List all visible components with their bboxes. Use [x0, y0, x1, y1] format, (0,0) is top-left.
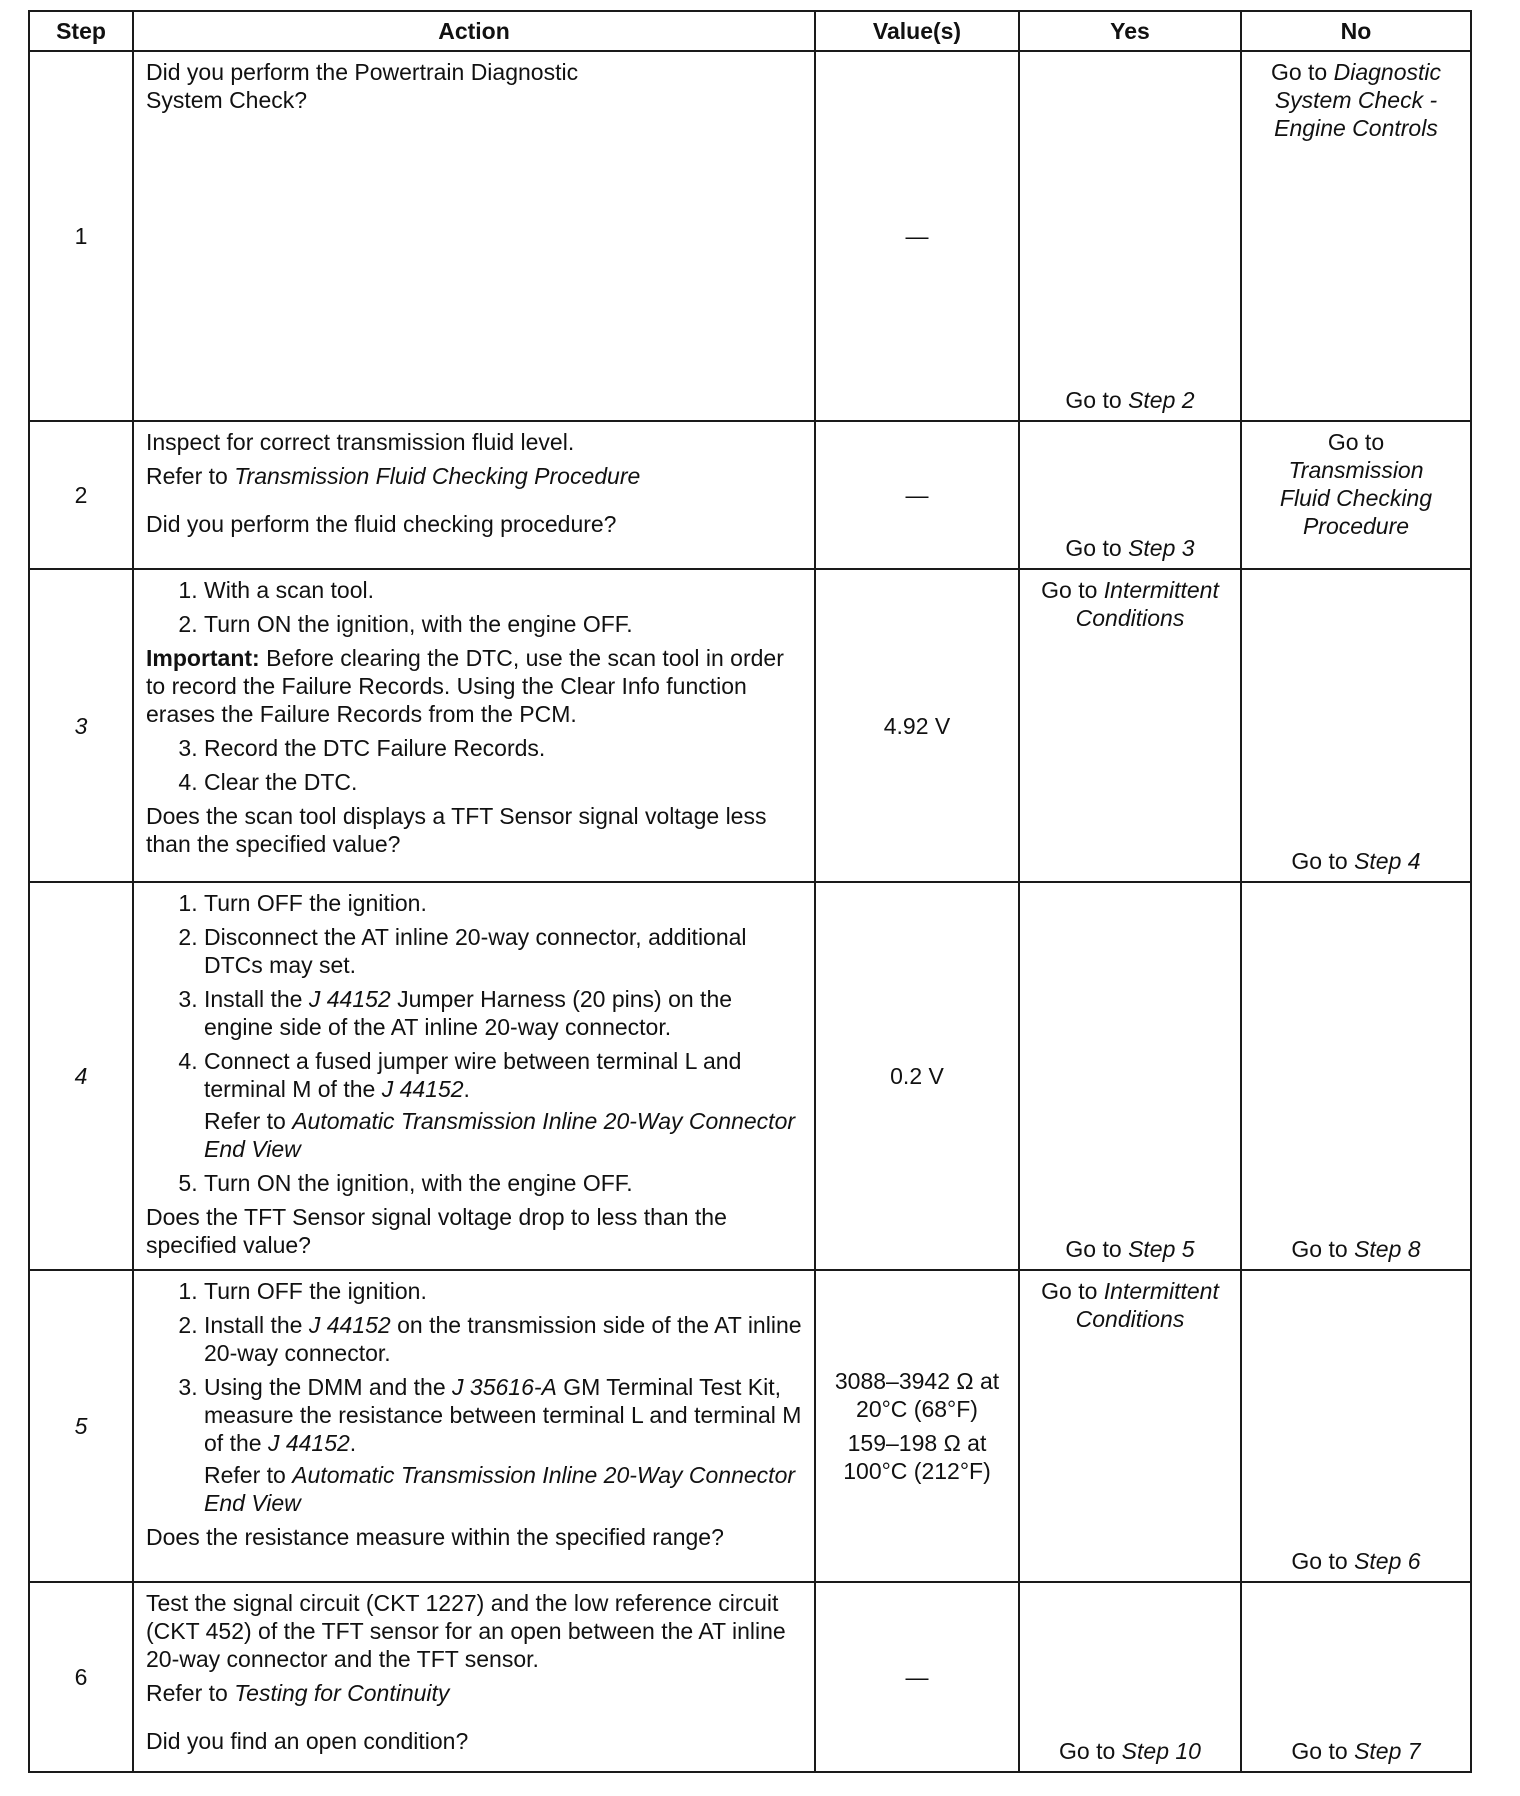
value-cell: 0.2 V	[815, 882, 1019, 1270]
value-spec: 3088–3942 Ω at 20°C (68°F)	[834, 1368, 1000, 1422]
action-step: 3. Install the J 44152 Jumper Harness (20 pins) on the engine side of the AT inline 20-way connector.	[204, 985, 804, 1041]
header-step: Step	[29, 11, 133, 51]
yes-link[interactable]: Go to Step 3	[1065, 535, 1195, 561]
action-cell	[133, 421, 815, 569]
table-row	[29, 421, 1471, 569]
action-step: 3. Record the DTC Failure Records.	[204, 734, 804, 762]
header-values: Value(s)	[815, 11, 1019, 51]
no-link[interactable]: Go to Step 7	[1291, 1738, 1421, 1764]
action-step: 1. Turn OFF the ignition.	[204, 889, 804, 917]
action-question: Did you perform the fluid checking procedure?	[146, 511, 617, 537]
no-link[interactable]: Go to Diagnostic System Check - Engine Controls	[1270, 59, 1442, 141]
no-cell	[1241, 421, 1471, 569]
header-yes: Yes	[1019, 11, 1241, 51]
yes-cell	[1019, 569, 1241, 882]
action-step: 4. Clear the DTC.	[204, 768, 804, 796]
value-cell: —	[815, 421, 1019, 569]
action-question: Did you perform the Powertrain Diagnostic System Check?	[146, 59, 579, 113]
no-link[interactable]: Go to Transmission Fluid Checking Procedure	[1279, 429, 1433, 539]
value-cell: 4.92 V	[815, 569, 1019, 882]
step-number: 3	[29, 569, 133, 882]
action-cell	[133, 51, 815, 421]
action-cell	[133, 1270, 815, 1582]
diagnostic-table	[28, 10, 1472, 1773]
yes-cell	[1019, 882, 1241, 1270]
table-row	[29, 1582, 1471, 1772]
yes-link[interactable]: Go to Step 5	[1065, 1236, 1195, 1262]
no-cell	[1241, 1270, 1471, 1582]
action-question: Did you find an open condition?	[146, 1728, 469, 1754]
value-cell	[815, 1270, 1019, 1582]
action-step: 1. With a scan tool.	[204, 576, 804, 604]
step-number: 2	[29, 421, 133, 569]
step-number: 6	[29, 1582, 133, 1772]
action-step: 2. Turn ON the ignition, with the engine OFF.	[204, 610, 804, 638]
table-row	[29, 51, 1471, 421]
no-cell	[1241, 882, 1471, 1270]
no-link[interactable]: Go to Step 8	[1291, 1236, 1421, 1262]
yes-cell	[1019, 1582, 1241, 1772]
table-row	[29, 882, 1471, 1270]
action-step: 5. Turn ON the ignition, with the engine OFF.	[204, 1169, 804, 1197]
yes-link[interactable]: Go to Step 10	[1059, 1738, 1201, 1764]
action-refer: Refer to Automatic Transmission Inline 20-Way Connector End View	[204, 1108, 796, 1162]
no-cell	[1241, 569, 1471, 882]
value-cell: —	[815, 51, 1019, 421]
action-step: 1. Turn OFF the ignition.	[204, 1277, 804, 1305]
action-line: Inspect for correct transmission fluid level.	[146, 429, 575, 455]
yes-link[interactable]: Go to Intermittent Conditions	[1041, 1278, 1219, 1332]
yes-cell	[1019, 51, 1241, 421]
action-line: Test the signal circuit (CKT 1227) and the low reference circuit (CKT 452) of the TFT sensor for an open between the AT inline 20-way connector and the TFT sensor.	[146, 1590, 786, 1672]
no-cell	[1241, 1582, 1471, 1772]
action-question: Does the scan tool displays a TFT Sensor signal voltage less than the specified value?	[146, 803, 767, 857]
table-row	[29, 1270, 1471, 1582]
yes-link[interactable]: Go to Step 2	[1065, 387, 1195, 413]
no-link[interactable]: Go to Step 6	[1291, 1548, 1421, 1574]
action-step: 2. Install the J 44152 on the transmission side of the AT inline 20-way connector.	[204, 1311, 804, 1367]
action-refer: Refer to Testing for Continuity	[146, 1680, 450, 1706]
action-cell	[133, 882, 815, 1270]
yes-cell	[1019, 421, 1241, 569]
header-action: Action	[133, 11, 815, 51]
action-step: 3. Using the DMM and the J 35616-A GM Terminal Test Kit, measure the resistance between terminal L and terminal M of the J 44152. Refer to Automatic Transmission Inline 20-Way Connector End View	[204, 1373, 804, 1517]
action-question: Does the TFT Sensor signal voltage drop to less than the specified value?	[146, 1204, 727, 1258]
action-refer: Refer to Transmission Fluid Checking Procedure	[146, 463, 641, 489]
header-no: No	[1241, 11, 1471, 51]
step-number: 5	[29, 1270, 133, 1582]
header-row	[29, 11, 1471, 51]
important-note: Important: Before clearing the DTC, use the scan tool in order to record the Failure Records. Using the Clear Info function erases the Failure Records from the PCM.	[146, 645, 784, 727]
yes-cell	[1019, 1270, 1241, 1582]
action-cell	[133, 1582, 815, 1772]
action-refer: Refer to Automatic Transmission Inline 20-Way Connector End View	[204, 1462, 796, 1516]
table-row	[29, 569, 1471, 882]
step-number: 4	[29, 882, 133, 1270]
yes-link[interactable]: Go to Intermittent Conditions	[1041, 577, 1219, 631]
action-step: 2. Disconnect the AT inline 20-way connector, additional DTCs may set.	[204, 923, 804, 979]
action-step: 4. Connect a fused jumper wire between terminal L and terminal M of the J 44152. Refer to Automatic Transmission Inline 20-Way Connector End View	[204, 1047, 804, 1163]
no-cell	[1241, 51, 1471, 421]
value-spec: 159–198 Ω at 100°C (212°F)	[843, 1430, 991, 1484]
action-cell	[133, 569, 815, 882]
step-number: 1	[29, 51, 133, 421]
value-cell: —	[815, 1582, 1019, 1772]
no-link[interactable]: Go to Step 4	[1291, 848, 1421, 874]
action-question: Does the resistance measure within the specified range?	[146, 1524, 724, 1550]
